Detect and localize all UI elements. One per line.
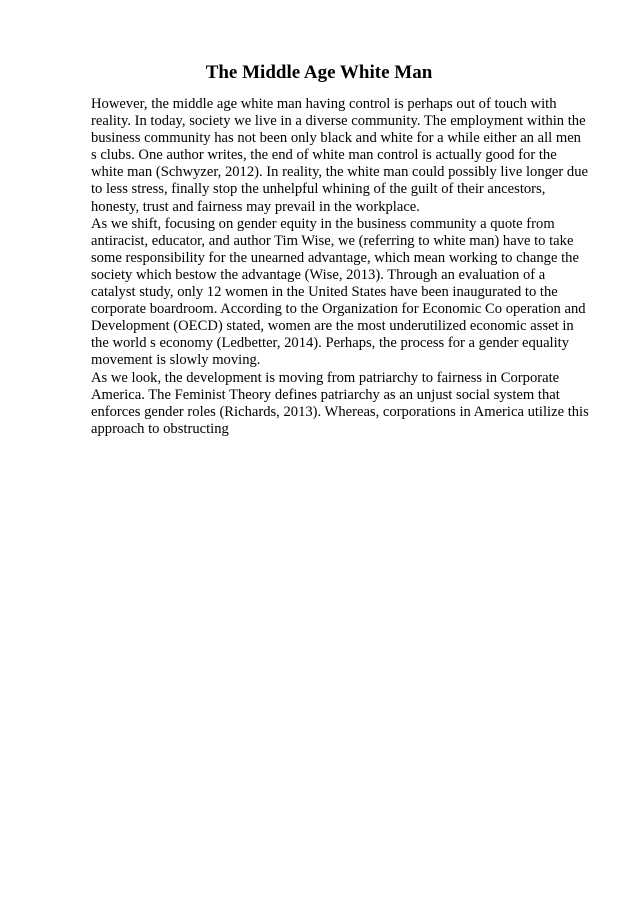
body-line: to less stress, finally stop the unhelpful whining of the guilt of their ancestors, [91, 181, 546, 198]
document-body [91, 96, 591, 438]
body-line: America. The Feminist Theory defines patriarchy as an unjust social system that [91, 386, 560, 403]
body-line: Development (OECD) stated, women are the most underutilized economic asset in [91, 318, 574, 335]
document-title: The Middle Age White Man [205, 62, 433, 83]
body-line: movement is slowly moving. [91, 352, 261, 369]
body-line: corporate boardroom. According to the Organization for Economic Co operation and [91, 301, 586, 318]
body-line: As we look, the development is moving from patriarchy to fairness in Corporate [91, 369, 560, 386]
body-line: enforces gender roles (Richards, 2013). Whereas, corporations in America utilize this [91, 403, 589, 420]
body-line: s clubs. One author writes, the end of white man control is actually good for the [91, 147, 557, 164]
body-line: honesty, trust and fairness may prevail in the workplace. [91, 198, 420, 215]
body-line: catalyst study, only 12 women in the United States have been inaugurated to the [91, 284, 558, 301]
body-line: reality. In today, society we live in a diverse community. The employment within the [91, 113, 586, 130]
body-line: business community has not been only black and white for a while either an all men [91, 130, 581, 147]
body-line: approach to obstructing [91, 420, 229, 437]
body-line: society which bestow the advantage (Wise, 2013). Through an evaluation of a [91, 266, 546, 283]
body-line: some responsibility for the unearned advantage, which mean working to change the [91, 249, 579, 266]
body-line: the world s economy (Ledbetter, 2014). Perhaps, the process for a gender equality [91, 335, 570, 352]
body-line: white man (Schwyzer, 2012). In reality, the white man could possibly live longer due [91, 164, 588, 181]
body-line: As we shift, focusing on gender equity in the business community a quote from [91, 215, 555, 232]
body-line: However, the middle age white man having control is perhaps out of touch with [91, 96, 557, 112]
body-line: antiracist, educator, and author Tim Wise, we (referring to white man) have to take [91, 232, 574, 249]
